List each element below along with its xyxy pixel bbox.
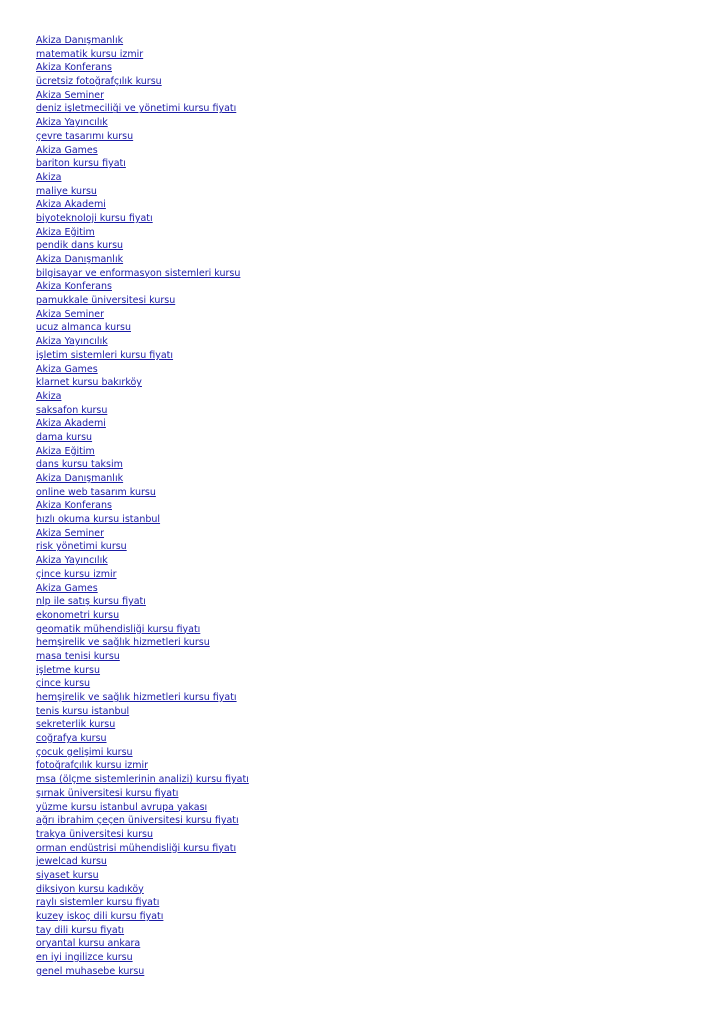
link-8[interactable]: Akiza Games: [36, 144, 98, 156]
list-item: [36, 278, 249, 292]
list-item: [36, 949, 249, 963]
link-28[interactable]: Akiza Akademi: [36, 418, 106, 430]
list-item: [36, 716, 249, 730]
link-44[interactable]: hemşirelik ve sağlık hizmetleri kursu: [36, 637, 210, 649]
list-item: [36, 799, 249, 813]
list-item: [36, 429, 249, 443]
list-item: [36, 210, 249, 224]
list-item: [36, 840, 249, 854]
list-item: [36, 894, 249, 908]
list-item: [36, 538, 249, 552]
list-item: [36, 908, 249, 922]
list-item: [36, 347, 249, 361]
list-item: [36, 361, 249, 375]
link-6[interactable]: Akiza Yayıncılık: [36, 117, 108, 129]
list-item: [36, 552, 249, 566]
link-48[interactable]: hemşirelik ve sağlık hizmetleri kursu fiyatı: [36, 692, 237, 703]
link-5[interactable]: deniz işletmeciliği ve yönetimi kursu fiyatı: [36, 103, 237, 115]
list-item: [36, 744, 249, 758]
list-item: [36, 114, 249, 128]
link-11[interactable]: maliye kursu: [36, 185, 97, 197]
list-item: [36, 333, 249, 347]
link-41[interactable]: nlp ile satış kursu fiyatı: [36, 596, 146, 608]
link-68[interactable]: genel muhasebe kursu: [36, 965, 145, 977]
link-50[interactable]: sekreterlik kursu: [36, 719, 116, 731]
link-29[interactable]: dama kursu: [36, 431, 93, 443]
link-22[interactable]: Akiza Yayıncılık: [36, 336, 108, 348]
link-56[interactable]: yüzme kursu istanbul avrupa yakası: [36, 801, 208, 813]
link-46[interactable]: işletme kursu: [36, 664, 101, 676]
link-19[interactable]: pamukkale üniversitesi kursu: [36, 295, 176, 307]
link-31[interactable]: dans kursu taksim: [36, 459, 123, 471]
list-item: [36, 580, 249, 594]
link-25[interactable]: klarnet kursu bakırköy: [36, 377, 142, 389]
link-34[interactable]: Akiza Konferans: [36, 500, 112, 512]
link-39[interactable]: çince kursu izmir: [36, 568, 117, 580]
list-item: [36, 826, 249, 840]
list-item: [36, 59, 249, 73]
link-59[interactable]: orman endüstrisi mühendisliği kursu fiyatı: [36, 842, 237, 854]
link-15[interactable]: pendik dans kursu: [36, 240, 124, 252]
list-item: [36, 511, 249, 525]
list-item: [36, 812, 249, 826]
link-27[interactable]: saksafon kursu: [36, 404, 108, 416]
list-item: [36, 306, 249, 320]
list-item: [36, 196, 249, 210]
list-item: [36, 703, 249, 717]
list-item: [36, 32, 249, 46]
link-47[interactable]: çince kursu: [36, 678, 91, 690]
list-item: [36, 785, 249, 799]
list-item: [36, 771, 249, 785]
link-60[interactable]: jewelcad kursu: [36, 856, 107, 868]
link-33[interactable]: online web tasarım kursu: [36, 486, 156, 498]
list-item: [36, 415, 249, 429]
link-13[interactable]: biyoteknoloji kursu fiyatı: [36, 212, 153, 224]
list-item: [36, 292, 249, 306]
list-item: [36, 374, 249, 388]
link-57[interactable]: ağrı ibrahim çeçen üniversitesi kursu fiyatı: [36, 815, 239, 827]
link-12[interactable]: Akiza Akademi: [36, 199, 106, 211]
link-26[interactable]: Akiza: [36, 390, 62, 402]
link-3[interactable]: ücretsiz fotoğrafçılık kursu: [36, 76, 162, 88]
link-43[interactable]: geomatik mühendisliği kursu fiyatı: [36, 623, 201, 635]
link-51[interactable]: coğrafya kursu: [36, 733, 107, 745]
link-17[interactable]: bilgisayar ve enformasyon sistemleri kursu: [36, 267, 241, 279]
list-item: [36, 621, 249, 635]
link-32[interactable]: Akiza Danışmanlık: [36, 473, 124, 484]
link-9[interactable]: bariton kursu fiyatı: [36, 158, 126, 170]
link-63[interactable]: raylı sistemler kursu fiyatı: [36, 897, 160, 909]
list-item: [36, 730, 249, 744]
list-item: [36, 607, 249, 621]
list-item: [36, 922, 249, 936]
list-item: [36, 470, 249, 484]
link-7[interactable]: çevre tasarımı kursu: [36, 130, 134, 142]
list-item: [36, 484, 249, 498]
list-item: [36, 443, 249, 457]
link-58[interactable]: trakya üniversitesi kursu: [36, 828, 154, 840]
list-item: [36, 963, 249, 977]
link-36[interactable]: Akiza Seminer: [36, 527, 105, 539]
list-item: [36, 935, 249, 949]
list-item: [36, 881, 249, 895]
link-20[interactable]: Akiza Seminer: [36, 308, 105, 320]
list-item: [36, 73, 249, 87]
list-item: [36, 566, 249, 580]
list-item: [36, 689, 249, 703]
link-30[interactable]: Akiza Eğitim: [36, 445, 95, 457]
link-62[interactable]: diksiyon kursu kadıköy: [36, 883, 144, 895]
link-23[interactable]: işletim sistemleri kursu fiyatı: [36, 349, 174, 361]
link-49[interactable]: tenis kursu istanbul: [36, 705, 130, 717]
list-item: [36, 224, 249, 238]
link-37[interactable]: risk yönetimi kursu: [36, 541, 127, 553]
list-item: [36, 456, 249, 470]
list-item: [36, 634, 249, 648]
list-item: [36, 100, 249, 114]
list-item: [36, 251, 249, 265]
list-item: [36, 319, 249, 333]
link-14[interactable]: Akiza Eğitim: [36, 226, 95, 238]
list-item: [36, 128, 249, 142]
link-10[interactable]: Akiza: [36, 171, 62, 183]
list-item: [36, 388, 249, 402]
list-item: [36, 757, 249, 771]
list-item: [36, 169, 249, 183]
link-67[interactable]: en iyi ingilizce kursu: [36, 952, 133, 964]
link-0[interactable]: Akiza Danışmanlık: [36, 35, 124, 46]
list-item: [36, 183, 249, 197]
link-21[interactable]: ucuz almanca kursu: [36, 322, 131, 334]
list-item: [36, 402, 249, 416]
list-item: [36, 142, 249, 156]
link-53[interactable]: fotoğrafçılık kursu izmir: [36, 760, 149, 772]
list-item: [36, 525, 249, 539]
list-item: [36, 662, 249, 676]
link-list: [36, 32, 249, 976]
list-item: [36, 853, 249, 867]
link-42[interactable]: ekonometri kursu: [36, 609, 120, 621]
link-65[interactable]: tay dili kursu fiyatı: [36, 924, 125, 936]
link-2[interactable]: Akiza Konferans: [36, 62, 112, 74]
list-item: [36, 46, 249, 60]
link-64[interactable]: kuzey iskoç dili kursu fiyatı: [36, 911, 164, 922]
list-item: [36, 867, 249, 881]
link-24[interactable]: Akiza Games: [36, 363, 98, 375]
link-38[interactable]: Akiza Yayıncılık: [36, 555, 108, 567]
link-52[interactable]: çocuk gelişimi kursu: [36, 746, 133, 758]
list-item: [36, 87, 249, 101]
list-item: [36, 648, 249, 662]
link-1[interactable]: matematik kursu izmir: [36, 48, 144, 60]
list-item: [36, 265, 249, 279]
link-66[interactable]: oryantal kursu ankara: [36, 938, 141, 950]
list-item: [36, 497, 249, 511]
list-item: [36, 593, 249, 607]
list-item: [36, 155, 249, 169]
link-40[interactable]: Akiza Games: [36, 582, 98, 594]
link-16[interactable]: Akiza Danışmanlık: [36, 254, 124, 265]
link-55[interactable]: şırnak üniversitesi kursu fiyatı: [36, 787, 179, 799]
link-35[interactable]: hızlı okuma kursu istanbul: [36, 514, 161, 526]
link-45[interactable]: masa tenisi kursu: [36, 650, 120, 662]
link-54[interactable]: msa (ölçme sistemlerinin analizi) kursu fiyatı: [36, 774, 249, 786]
link-4[interactable]: Akiza Seminer: [36, 89, 105, 101]
link-18[interactable]: Akiza Konferans: [36, 281, 112, 293]
list-item: [36, 237, 249, 251]
list-item: [36, 675, 249, 689]
link-61[interactable]: siyaset kursu: [36, 869, 99, 881]
